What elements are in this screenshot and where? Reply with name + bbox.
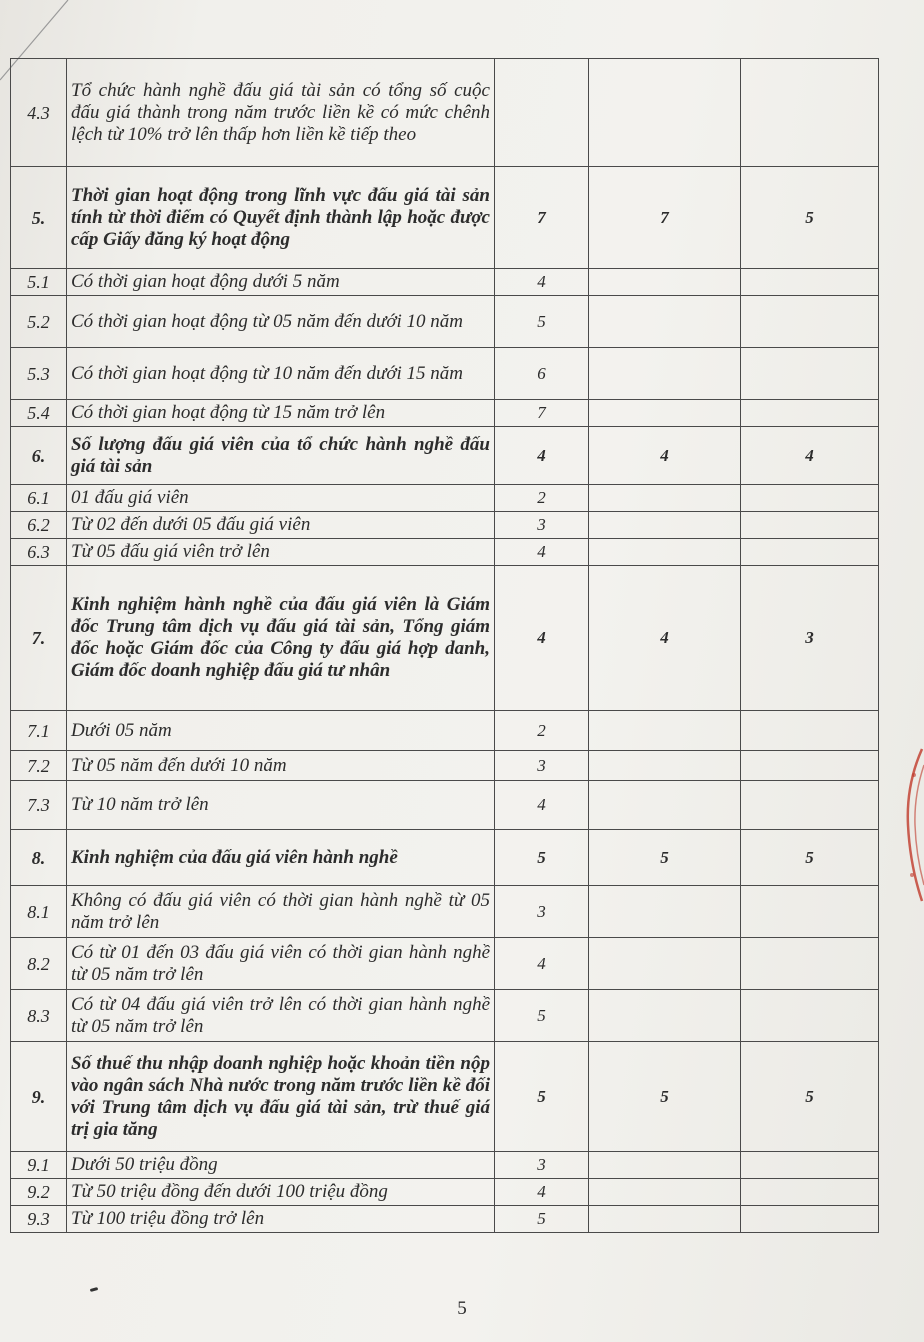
- criterion-code: 6.2: [11, 512, 67, 539]
- max-score-cell: 4: [495, 427, 589, 485]
- max-score-cell: 6: [495, 348, 589, 400]
- table-row: [11, 485, 879, 512]
- self-score-cell: [589, 751, 741, 781]
- max-score-cell: 5: [495, 1206, 589, 1233]
- self-score-cell: [589, 512, 741, 539]
- table-row: [11, 348, 879, 400]
- table-row: [11, 1152, 879, 1179]
- criterion-code: 6.3: [11, 539, 67, 566]
- table-row: [11, 938, 879, 990]
- self-score-cell: [589, 781, 741, 830]
- table-row: [11, 886, 879, 938]
- criterion-description: Kinh nghiệm hành nghề của đấu giá viên là Giám đốc Trung tâm dịch vụ đấu giá tài sản, Tổng giám đốc hoặc Giám đốc của Công ty đấu giá hợp danh, Giám đốc doanh nghiệp đấu giá tư nhân: [67, 566, 495, 711]
- max-score-cell: [495, 59, 589, 167]
- table-row: [11, 167, 879, 269]
- criterion-code: 5.4: [11, 400, 67, 427]
- criterion-code: 7.2: [11, 751, 67, 781]
- self-score-cell: [589, 400, 741, 427]
- criterion-description: Có từ 04 đấu giá viên trở lên có thời gian hành nghề từ 05 năm trở lên: [67, 990, 495, 1042]
- self-score-cell: [589, 348, 741, 400]
- criterion-description: Tổ chức hành nghề đấu giá tài sản có tổng số cuộc đấu giá thành trong năm trước liền kề có mức chênh lệch từ 10% trở lên thấp hơn liền kề tiếp theo: [67, 59, 495, 167]
- council-score-cell: [741, 269, 879, 296]
- criterion-description: Từ 50 triệu đồng đến dưới 100 triệu đồng: [67, 1179, 495, 1206]
- table-row: [11, 990, 879, 1042]
- table-row: [11, 566, 879, 711]
- max-score-cell: 7: [495, 400, 589, 427]
- criterion-description: Có thời gian hoạt động dưới 5 năm: [67, 269, 495, 296]
- criterion-code: 6.1: [11, 485, 67, 512]
- table-row: [11, 1179, 879, 1206]
- self-score-cell: [589, 59, 741, 167]
- self-score-cell: 4: [589, 427, 741, 485]
- self-score-cell: [589, 269, 741, 296]
- table-row: [11, 711, 879, 751]
- council-score-cell: [741, 990, 879, 1042]
- criterion-description: Dưới 05 năm: [67, 711, 495, 751]
- self-score-cell: [589, 485, 741, 512]
- council-score-cell: [741, 512, 879, 539]
- criterion-code: 5.1: [11, 269, 67, 296]
- criterion-description: Có thời gian hoạt động từ 10 năm đến dưới 15 năm: [67, 348, 495, 400]
- council-score-cell: [741, 711, 879, 751]
- self-score-cell: 5: [589, 1042, 741, 1152]
- max-score-cell: 4: [495, 938, 589, 990]
- self-score-cell: 5: [589, 830, 741, 886]
- table-row: [11, 400, 879, 427]
- council-score-cell: [741, 59, 879, 167]
- criterion-code: 9.1: [11, 1152, 67, 1179]
- table-row: [11, 512, 879, 539]
- table-row: [11, 269, 879, 296]
- self-score-cell: [589, 938, 741, 990]
- table-row: [11, 427, 879, 485]
- council-score-cell: [741, 539, 879, 566]
- council-score-cell: [741, 1152, 879, 1179]
- council-score-cell: [741, 296, 879, 348]
- table-row: [11, 539, 879, 566]
- council-score-cell: 5: [741, 167, 879, 269]
- max-score-cell: 3: [495, 512, 589, 539]
- criterion-code: 7.: [11, 566, 67, 711]
- council-score-cell: [741, 348, 879, 400]
- max-score-cell: 3: [495, 886, 589, 938]
- criterion-description: Từ 05 năm đến dưới 10 năm: [67, 751, 495, 781]
- table-row: [11, 59, 879, 167]
- table-row: [11, 830, 879, 886]
- council-score-cell: [741, 751, 879, 781]
- self-score-cell: [589, 886, 741, 938]
- criterion-code: 8.3: [11, 990, 67, 1042]
- criterion-code: 8.1: [11, 886, 67, 938]
- council-score-cell: [741, 886, 879, 938]
- max-score-cell: 4: [495, 781, 589, 830]
- criterion-description: Từ 100 triệu đồng trở lên: [67, 1206, 495, 1233]
- max-score-cell: 4: [495, 539, 589, 566]
- max-score-cell: 5: [495, 990, 589, 1042]
- max-score-cell: 7: [495, 167, 589, 269]
- table-row: [11, 781, 879, 830]
- max-score-cell: 3: [495, 1152, 589, 1179]
- criterion-description: Dưới 50 triệu đồng: [67, 1152, 495, 1179]
- criterion-code: 7.3: [11, 781, 67, 830]
- max-score-cell: 5: [495, 296, 589, 348]
- criterion-code: 5.2: [11, 296, 67, 348]
- criterion-description: Từ 10 năm trở lên: [67, 781, 495, 830]
- council-score-cell: 3: [741, 566, 879, 711]
- council-score-cell: [741, 485, 879, 512]
- criterion-description: Không có đấu giá viên có thời gian hành nghề từ 05 năm trở lên: [67, 886, 495, 938]
- council-score-cell: 5: [741, 1042, 879, 1152]
- council-score-cell: 5: [741, 830, 879, 886]
- max-score-cell: 2: [495, 711, 589, 751]
- criterion-code: 9.: [11, 1042, 67, 1152]
- council-score-cell: [741, 400, 879, 427]
- page-number: 5: [457, 1298, 467, 1319]
- max-score-cell: 5: [495, 1042, 589, 1152]
- criterion-description: Có thời gian hoạt động từ 05 năm đến dưới 10 năm: [67, 296, 495, 348]
- table-row: [11, 1206, 879, 1233]
- max-score-cell: 4: [495, 566, 589, 711]
- criterion-description: Có thời gian hoạt động từ 15 năm trở lên: [67, 400, 495, 427]
- max-score-cell: 4: [495, 1179, 589, 1206]
- criterion-description: Kinh nghiệm của đấu giá viên hành nghề: [67, 830, 495, 886]
- max-score-cell: 2: [495, 485, 589, 512]
- criterion-code: 8.2: [11, 938, 67, 990]
- max-score-cell: 5: [495, 830, 589, 886]
- council-score-cell: [741, 781, 879, 830]
- criterion-code: 7.1: [11, 711, 67, 751]
- criterion-code: 9.3: [11, 1206, 67, 1233]
- table-row: [11, 1042, 879, 1152]
- max-score-cell: 3: [495, 751, 589, 781]
- self-score-cell: [589, 1179, 741, 1206]
- criterion-code: 5.3: [11, 348, 67, 400]
- criterion-description: Số thuế thu nhập doanh nghiệp hoặc khoản tiền nộp vào ngân sách Nhà nước trong năm trước liền kề đối với Trung tâm dịch vụ đấu giá tài sản, trừ thuế giá trị gia tăng: [67, 1042, 495, 1152]
- council-score-cell: [741, 1179, 879, 1206]
- self-score-cell: 7: [589, 167, 741, 269]
- criterion-description: Số lượng đấu giá viên của tổ chức hành nghề đấu giá tài sản: [67, 427, 495, 485]
- criterion-code: 8.: [11, 830, 67, 886]
- criteria-score-table: [10, 58, 879, 1233]
- table-body: [11, 59, 879, 1233]
- red-seal-edge: [900, 745, 924, 905]
- self-score-cell: [589, 711, 741, 751]
- criterion-code: 5.: [11, 167, 67, 269]
- criterion-description: Thời gian hoạt động trong lĩnh vực đấu giá tài sản tính từ thời điểm có Quyết định thành lập hoặc được cấp Giấy đăng ký hoạt động: [67, 167, 495, 269]
- council-score-cell: 4: [741, 427, 879, 485]
- self-score-cell: [589, 539, 741, 566]
- criterion-description: Từ 05 đấu giá viên trở lên: [67, 539, 495, 566]
- self-score-cell: [589, 296, 741, 348]
- table-row: [11, 296, 879, 348]
- criterion-code: 4.3: [11, 59, 67, 167]
- self-score-cell: [589, 1152, 741, 1179]
- criterion-code: 6.: [11, 427, 67, 485]
- criterion-description: 01 đấu giá viên: [67, 485, 495, 512]
- self-score-cell: [589, 990, 741, 1042]
- self-score-cell: [589, 1206, 741, 1233]
- criterion-code: 9.2: [11, 1179, 67, 1206]
- council-score-cell: [741, 1206, 879, 1233]
- council-score-cell: [741, 938, 879, 990]
- max-score-cell: 4: [495, 269, 589, 296]
- self-score-cell: 4: [589, 566, 741, 711]
- table-row: [11, 751, 879, 781]
- criterion-description: Có từ 01 đến 03 đấu giá viên có thời gian hành nghề từ 05 năm trở lên: [67, 938, 495, 990]
- criterion-description: Từ 02 đến dưới 05 đấu giá viên: [67, 512, 495, 539]
